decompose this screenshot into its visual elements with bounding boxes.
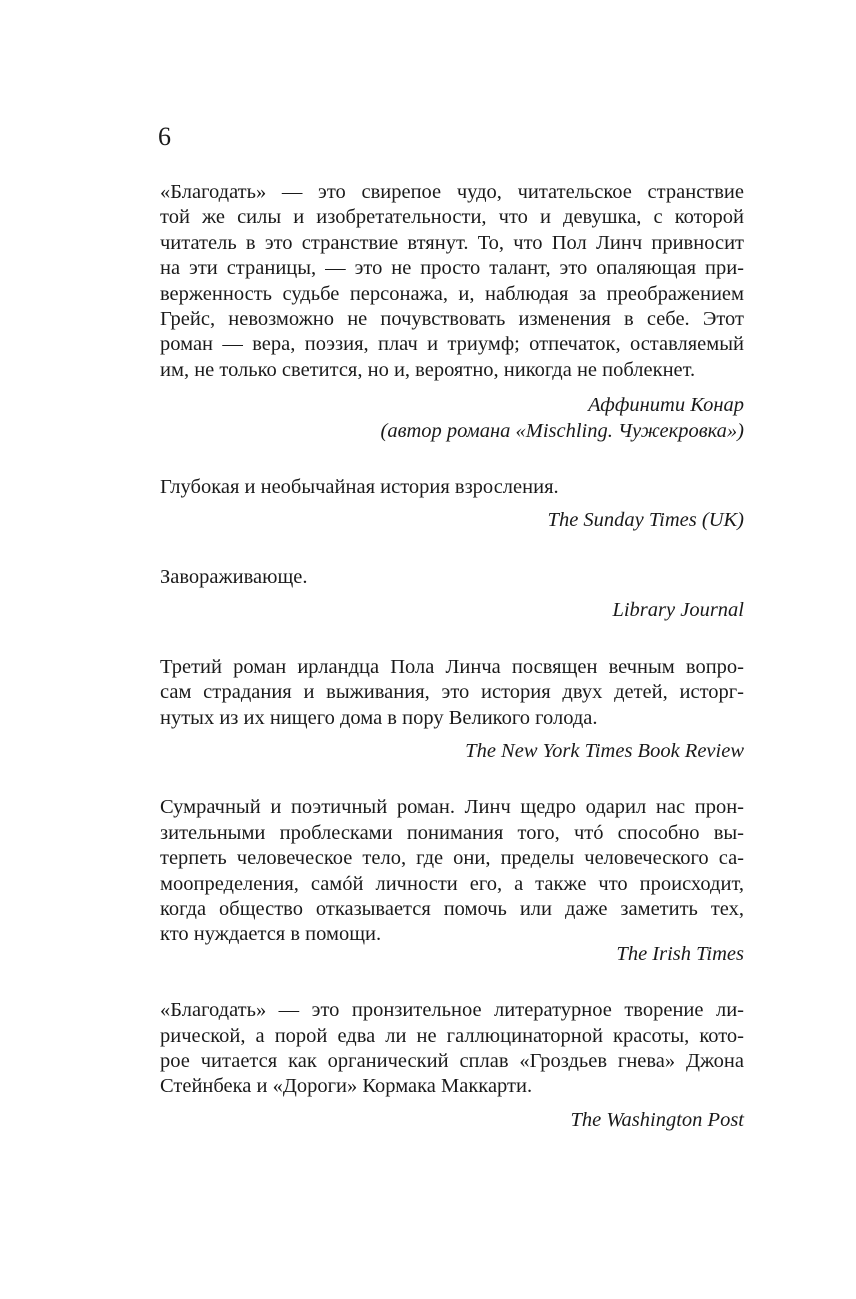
quote-line: им, не только светится, но и, вероятно, никогда не поблекнет. — [160, 358, 696, 381]
page-number: 6 — [158, 122, 171, 151]
quote-line: Завораживающе. — [160, 565, 308, 588]
review-1 — [160, 180, 744, 444]
quote-line: читатель в это странствие втянут. То, что Пол Линч привносит — [160, 231, 744, 254]
quote-line: зительными проблесками понимания того, чтó способно вы- — [160, 821, 744, 844]
quote-line: Глубокая и необычайная история взросления. — [160, 476, 559, 499]
review-quote — [160, 998, 744, 1100]
quote-line: «Благодать» — это пронзительное литературное творение ли- — [160, 999, 744, 1022]
review-source — [160, 598, 744, 623]
quote-line: «Благодать» — это свирепое чудо, читательское странствие — [160, 181, 744, 203]
review-source — [160, 739, 744, 764]
review-5 — [160, 795, 744, 967]
quote-line: терпеть человеческое тело, где они, пределы человеческого са- — [160, 847, 744, 870]
review-quote — [160, 180, 744, 383]
quote-line: той же силы и изобретательности, что и девушка, с которой — [160, 206, 744, 229]
review-3 — [160, 565, 744, 624]
review-4 — [160, 655, 744, 765]
source-publication: The New York Times Book Review — [465, 739, 744, 762]
quote-line: моопределения, самóй личности его, а также что происходит, — [160, 872, 744, 895]
quote-line: верженность судьбе персонажа, и, наблюдая за преображением — [160, 282, 744, 305]
review-quote — [160, 475, 744, 500]
reviews-column — [160, 180, 744, 1133]
review-2 — [160, 475, 744, 534]
quote-line: когда общество отказывается помочь или даже заметить тех, — [160, 897, 744, 920]
review-quote — [160, 795, 744, 947]
quote-line: сам страдания и выживания, это история двух детей, исторг- — [160, 681, 744, 704]
review-quote — [160, 565, 744, 590]
source-author: Аффинити Конар — [588, 394, 744, 417]
quote-line: рической, а порой едва ли не галлюцинаторной красоты, кото- — [160, 1024, 744, 1047]
quote-line: рое читается как органический сплав «Гроздьев гнева» Джона — [160, 1049, 744, 1072]
quote-line: на эти страницы, — это не просто талант, это опаляющая при- — [160, 257, 744, 280]
quote-line: Стейнбека и «Дороги» Кормака Маккарти. — [160, 1075, 533, 1098]
review-6 — [160, 998, 744, 1133]
quote-line: Грейс, невозможно не почувствовать изменения в себе. Этот — [160, 308, 744, 331]
quote-line: кто нуждается в помощи. — [160, 923, 382, 946]
quote-line: роман — вера, поэзия, плач и триумф; отпечаток, оставляемый — [160, 333, 744, 356]
source-publication: The Irish Times — [616, 942, 744, 965]
quote-line: Сумрачный и поэтичный роман. Линч щедро одарил нас прон- — [160, 796, 744, 819]
source-publication: The Sunday Times (UK) — [547, 509, 744, 532]
quote-line: нутых из их нищего дома в пору Великого голода. — [160, 706, 598, 729]
review-source — [160, 393, 744, 444]
review-source — [160, 508, 744, 533]
source-publication: The Washington Post — [570, 1108, 744, 1131]
quote-line: Третий роман ирландца Пола Линча посвящен вечным вопро- — [160, 655, 744, 678]
source-publication: Library Journal — [612, 599, 744, 622]
source-note: (автор романа «Mischling. Чужекровка») — [380, 419, 744, 442]
review-quote — [160, 655, 744, 731]
review-source — [160, 1108, 744, 1133]
